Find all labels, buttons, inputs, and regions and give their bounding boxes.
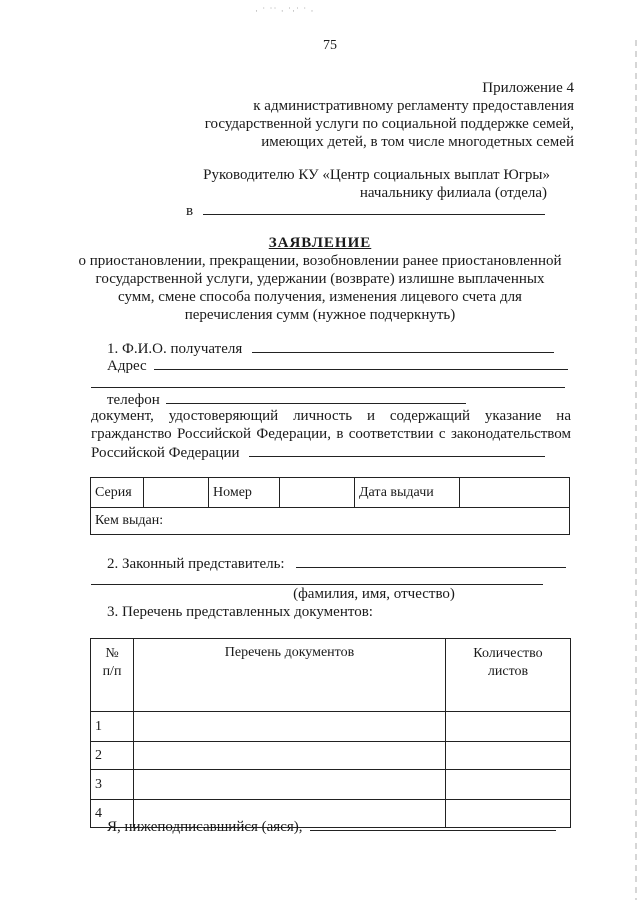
row-number: 1 — [91, 712, 134, 742]
id-doc-row — [91, 444, 545, 462]
col-count-header — [446, 639, 571, 712]
issue-date-label: Дата выдачи — [355, 478, 460, 508]
number-label: Номер — [209, 478, 280, 508]
appendix-label: Приложение 4 — [482, 80, 574, 96]
representative-row — [107, 555, 566, 573]
row-number: 2 — [91, 742, 134, 770]
document-title: ЗАЯВЛЕНИЕ — [268, 235, 372, 251]
appendix-line2: государственной услуги по социальной поддержке семей, — [204, 116, 574, 132]
addressee-line1: Руководителю КУ «Центр социальных выплат Югры» — [203, 167, 550, 183]
documents-label: 3. Перечень представленных документов: — [107, 604, 373, 620]
representative-input-line[interactable] — [296, 555, 566, 568]
representative-label: 2. Законный представитель: — [107, 556, 285, 572]
phone-label: телефон — [107, 392, 160, 408]
series-field[interactable] — [144, 478, 209, 508]
document-name-cell[interactable] — [134, 770, 446, 800]
row-number: 4 — [91, 800, 134, 828]
row-number: 3 — [91, 770, 134, 800]
address-label: Адрес — [107, 358, 147, 374]
col-count-line2: листов — [487, 664, 529, 679]
subtitle-line4: перечисления сумм (нужное подчеркнуть) — [184, 307, 456, 323]
addressee-in-field — [186, 202, 545, 220]
document-name-cell[interactable] — [134, 742, 446, 770]
address-input-line[interactable] — [154, 357, 568, 370]
address-continuation-line[interactable] — [91, 387, 565, 388]
id-doc-text-line1: документ, удостоверяющий личность и содержащий указание на — [91, 408, 571, 424]
recipient-label: 1. Ф.И.О. получателя — [107, 341, 243, 357]
branch-input-line[interactable] — [203, 202, 545, 215]
representative-caption: (фамилия, имя, отчество) — [293, 586, 455, 602]
subtitle-line2: государственной услуги, удержании (возврате) излишне выплаченных — [95, 271, 545, 287]
in-prefix: в — [186, 203, 194, 219]
address-row — [107, 357, 568, 375]
id-doc-input-line[interactable] — [249, 444, 545, 457]
sheet-count-cell[interactable] — [446, 712, 571, 742]
signature-label: Я, нижеподписавшийся (аяся), — [107, 819, 303, 835]
col-no-line1: № — [105, 646, 119, 661]
scan-noise: · ˙ ˙˙ · ˙·˙ ˙ · — [255, 6, 315, 16]
id-document-table — [90, 477, 570, 535]
addressee-line2: начальнику филиала (отдела) — [359, 185, 547, 201]
scan-edge-artifact — [635, 40, 637, 900]
document-name-cell[interactable] — [134, 712, 446, 742]
issued-by-label: Кем выдан: — [95, 513, 164, 528]
series-label: Серия — [91, 478, 144, 508]
issue-date-field[interactable] — [460, 478, 570, 508]
issued-by-field[interactable] — [91, 508, 570, 535]
subtitle-line1: о приостановлении, прекращении, возобновлении ранее приостановленной — [78, 253, 562, 269]
sheet-count-cell[interactable] — [446, 770, 571, 800]
col-no-line2: п/п — [102, 664, 122, 679]
col-no-header — [91, 639, 134, 712]
col-count-line1: Количество — [473, 646, 543, 661]
signature-row — [107, 818, 556, 836]
representative-continuation-line[interactable] — [91, 584, 543, 585]
recipient-row — [107, 340, 554, 358]
page-number: 75 — [323, 38, 337, 53]
recipient-input-line[interactable] — [252, 340, 554, 353]
appendix-line3: имеющих детей, в том числе многодетных семей — [261, 134, 574, 150]
id-doc-text-line2: гражданство Российской Федерации, в соответствии с законодательством — [91, 426, 571, 442]
appendix-line1: к административному регламенту предоставления — [253, 98, 574, 114]
col-list-header: Перечень документов — [134, 639, 446, 712]
subtitle-line3: сумм, смене способа получения, изменения лицевого счета для — [118, 289, 522, 305]
documents-table — [90, 638, 571, 828]
id-doc-text-line3: Российской Федерации — [91, 445, 240, 461]
phone-input-line[interactable] — [166, 391, 466, 404]
number-field[interactable] — [280, 478, 355, 508]
sheet-count-cell[interactable] — [446, 742, 571, 770]
phone-row — [107, 391, 466, 409]
signature-input-line[interactable] — [310, 818, 556, 831]
